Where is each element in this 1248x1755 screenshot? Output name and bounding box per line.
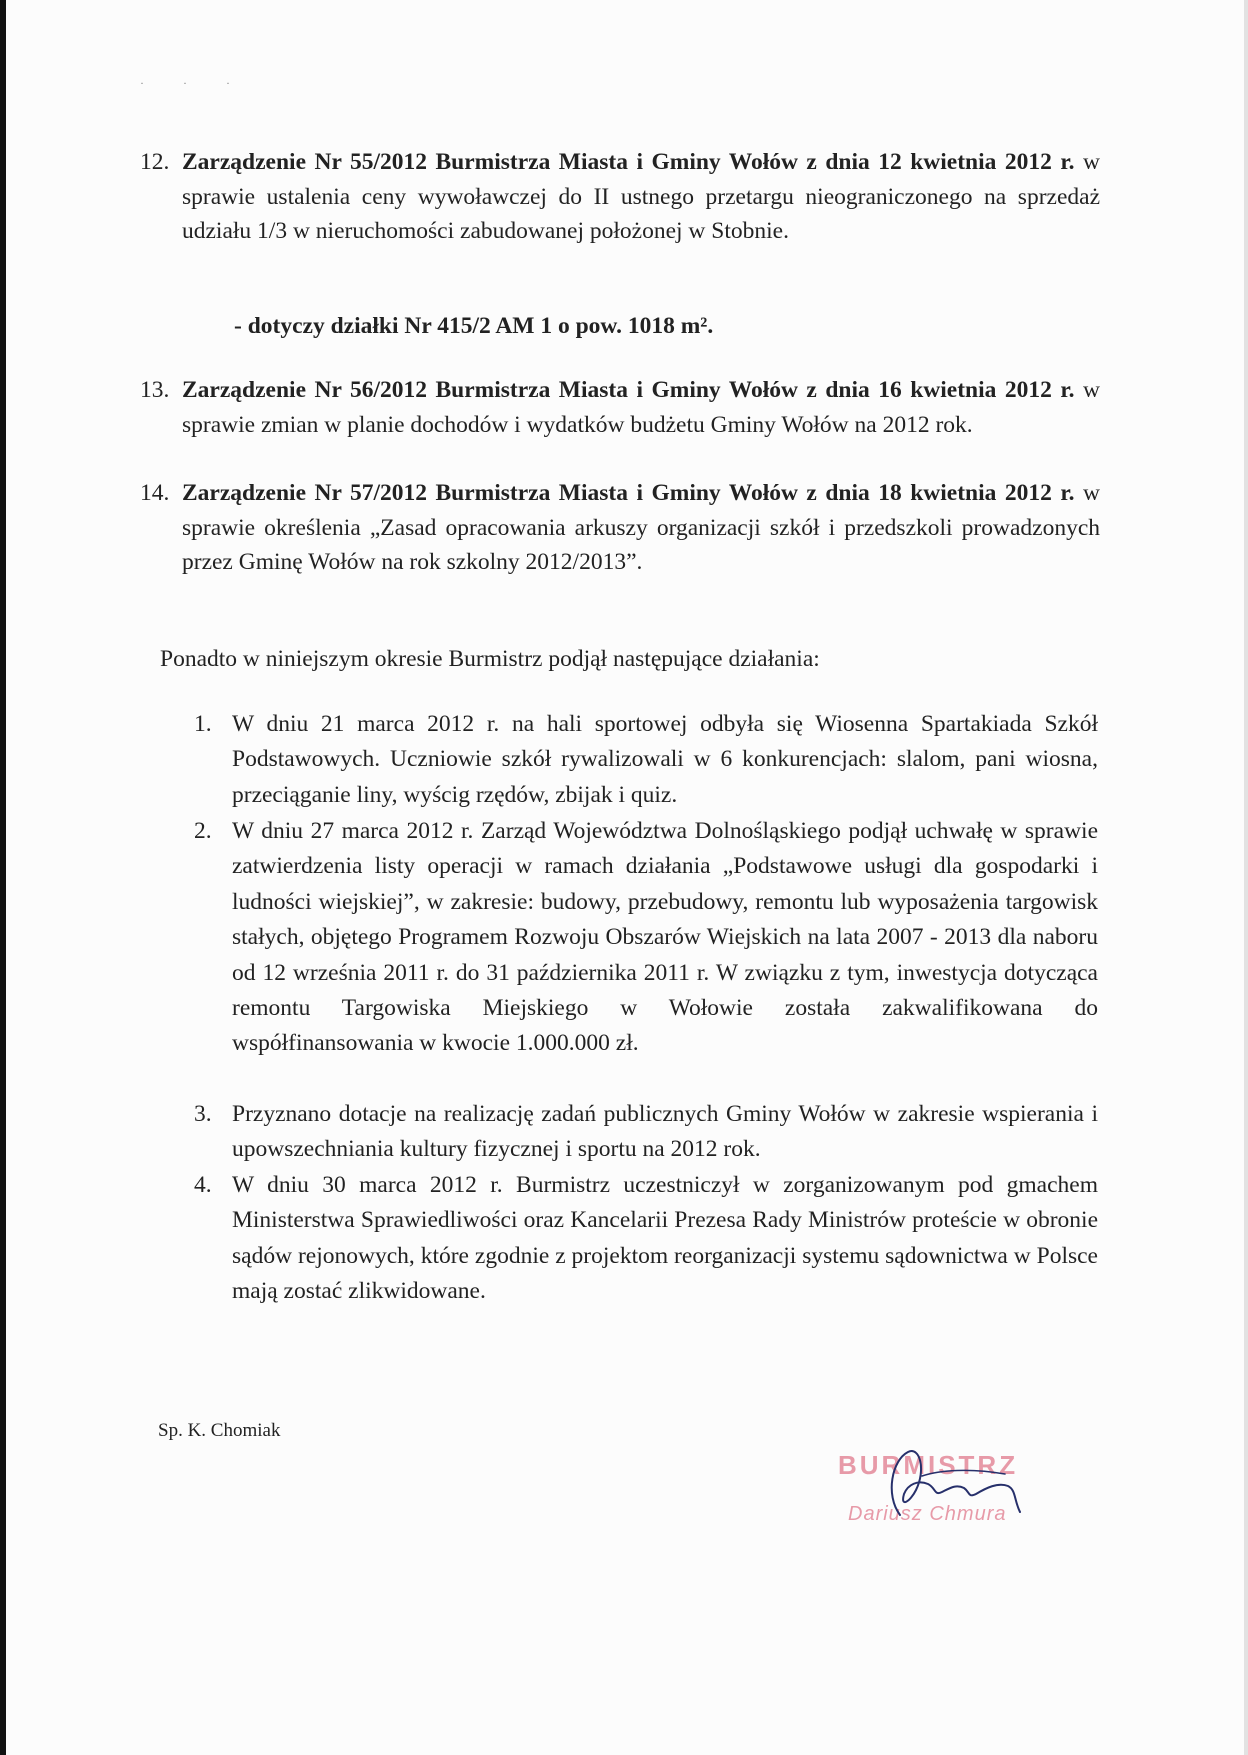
scan-specks: · · · — [140, 76, 248, 90]
action-item-4 — [194, 1168, 1098, 1310]
action-number: 4. — [194, 1172, 212, 1198]
scan-edge-right — [1244, 0, 1248, 1755]
prepared-by: Sp. K. Chomiak — [158, 1420, 281, 1441]
ordinance-title: Zarządzenie Nr 55/2012 Burmistrza Miasta i Gminy Wołów z dnia 12 kwietnia 2012 r. — [182, 149, 1075, 175]
ordinance-subject: w sprawie zmian w planie dochodów i wydatków budżetu Gminy Wołów na 2012 rok. — [182, 377, 1100, 438]
action-item-2 — [194, 814, 1098, 1062]
item-number: 13. — [140, 377, 170, 403]
ordinance-item-12 — [140, 145, 1100, 249]
action-number: 2. — [194, 818, 212, 844]
stamp-name: Dariusz Chmura — [848, 1503, 1007, 1525]
ordinance-subject: w sprawie ustalenia ceny wywoławczej do II ustnego przetargu nieograniczonego na sprzedaż udziału 1/3 w nieruchomości zabudowanej położonej w Stobnie. — [182, 149, 1100, 244]
action-number: 3. — [194, 1101, 212, 1127]
action-text: Przyznano dotacje na realizację zadań publicznych Gminy Wołów w zakresie wspierania i upowszechniania kultury fizycznej i sportu na 2012 rok. — [232, 1101, 1098, 1163]
stamp-title: BURMISTRZ — [838, 1450, 1019, 1480]
item-body — [182, 373, 1100, 442]
item-body — [182, 145, 1100, 249]
ordinance-subject: w sprawie określenia „Zasad opracowania arkuszy organizacji szkół i przedszkoli prowadzonych przez Gminę Wołów na rok szkolny 2012/2013”. — [182, 480, 1100, 575]
action-text: W dniu 27 marca 2012 r. Zarząd Województwa Dolnośląskiego podjął uchwałę w sprawie zatwierdzenia listy operacji w ramach działania „Podstawowe usługi dla gospodarki i ludności wiejskiej”, w zakresie: budowy, przebudowy, remontu lub wyposażenia targowisk stałych, objętego Programem Rozwoju Obszarów Wiejskich na lata 2007 - 2013 dla naboru od 12 września 2011 r. do 31 października 2011 r. W związku z tym, inwestycja dotycząca remontu Targowiska Miejskiego w Wołowie została zakwalifikowana do współfinansowania w kwocie 1.000.000 zł. — [232, 818, 1098, 1057]
action-text: W dniu 21 marca 2012 r. na hali sportowej odbyła się Wiosenna Spartakiada Szkół Podstawowych. Uczniowie szkół rywalizowali w 6 konkurencjach: slalom, pani wiosna, przeciąganie liny, wyścig rzędów, zbijak i quiz. — [232, 711, 1098, 808]
item-number: 12. — [140, 149, 170, 175]
ordinance-title: Zarządzenie Nr 57/2012 Burmistrza Miasta i Gminy Wołów z dnia 18 kwietnia 2012 r. — [182, 480, 1075, 506]
ordinance-title: Zarządzenie Nr 56/2012 Burmistrza Miasta i Gminy Wołów z dnia 16 kwietnia 2012 r. — [182, 377, 1075, 403]
action-number: 1. — [194, 711, 212, 737]
item-body — [182, 476, 1100, 580]
item-number: 14. — [140, 480, 170, 506]
ordinance-item-14 — [140, 476, 1100, 580]
official-stamp — [830, 1440, 1060, 1550]
action-item-3 — [194, 1097, 1098, 1168]
parcel-note: - dotyczy działki Nr 415/2 AM 1 o pow. 1018 m². — [234, 313, 714, 339]
action-item-1 — [194, 707, 1098, 813]
actions-intro: Ponadto w niniejszym okresie Burmistrz podjął następujące działania: — [160, 646, 820, 672]
handwritten-signature — [830, 1440, 1060, 1550]
ordinance-item-13 — [140, 373, 1100, 442]
action-text: W dniu 30 marca 2012 r. Burmistrz uczestniczył w zorganizowanym pod gmachem Ministerstwa Sprawiedliwości oraz Kancelarii Prezesa Rady Ministrów proteście w obronie sądów rejonowych, które zgodnie z projektom reorganizacji systemu sądownictwa w Polsce mają zostać zlikwidowane. — [232, 1172, 1098, 1305]
scan-edge-left — [0, 0, 6, 1755]
